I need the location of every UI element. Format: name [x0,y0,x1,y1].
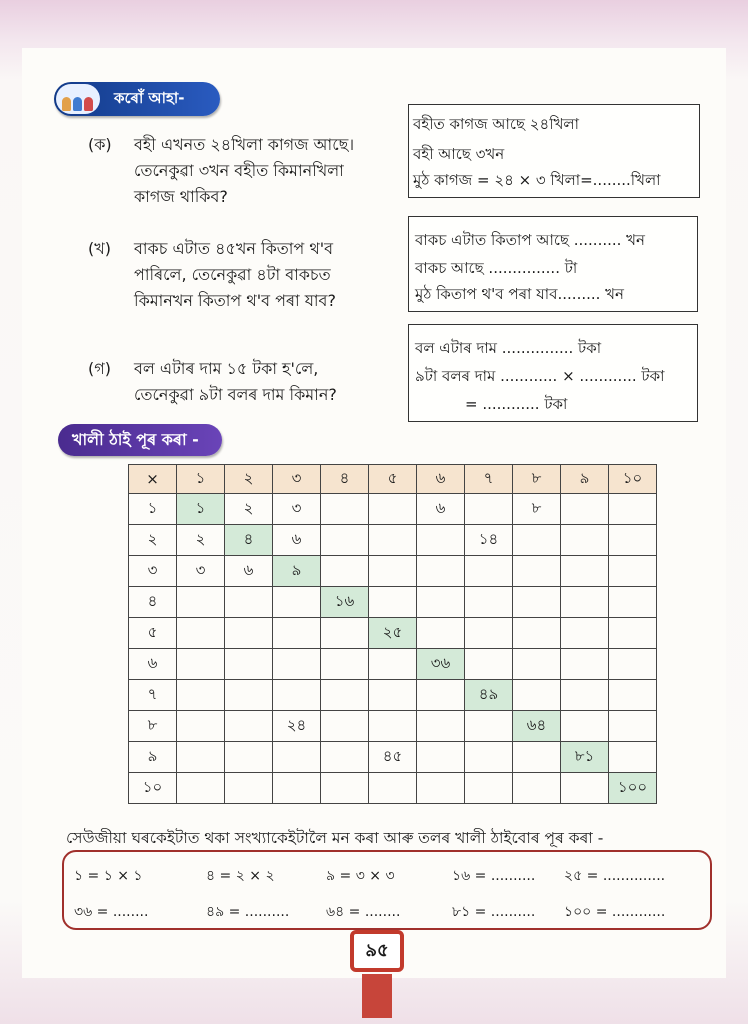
table-cell[interactable] [177,742,225,773]
table-cell: ৪৫ [369,742,417,773]
table-cell[interactable] [513,773,561,804]
table-cell: ৩ [273,494,321,525]
equation: ৪ = ২ × ২ [206,868,275,884]
table-cell: ৬ [417,494,465,525]
table-cell[interactable] [513,742,561,773]
table-cell[interactable] [561,649,609,680]
table-cell[interactable] [321,618,369,649]
square-equations-box [62,850,712,930]
table-cell[interactable] [465,618,513,649]
table-cell[interactable] [273,649,321,680]
table-row-header: ৭ [129,680,177,711]
table-header-cell: ৫ [369,465,417,494]
section-badge-do [54,82,220,116]
table-cell[interactable] [513,649,561,680]
table-cell[interactable] [465,556,513,587]
equation-blank[interactable]: ২৫ = .............. [564,868,666,884]
table-cell: ৩৬ [417,649,465,680]
table-cell[interactable] [273,587,321,618]
answer-box-kha: বাকচ এটাত কিতাপ আছে .......... খন বাকচ আছে ............... টা মুঠ কিতাপ থ'ব পৰা যাব......... খন [408,216,698,312]
table-cell[interactable] [369,773,417,804]
table-row-header: ৩ [129,556,177,587]
table-cell[interactable] [369,556,417,587]
table-cell[interactable] [417,773,465,804]
table-cell[interactable] [465,494,513,525]
table-cell[interactable] [225,742,273,773]
table-row-header: ৯ [129,742,177,773]
table-cell[interactable] [513,525,561,556]
table-row [129,742,657,773]
table-row [129,773,657,804]
section-title-fill: খালী ঠাই পূৰ কৰা - [72,429,199,449]
table-cell[interactable] [369,587,417,618]
table-row [129,525,657,556]
table-cell[interactable] [513,556,561,587]
table-header-row [129,465,657,494]
table-row-header: ১০ [129,773,177,804]
table-header-cell: ৮ [513,465,561,494]
table-cell[interactable] [369,680,417,711]
table-cell[interactable] [417,680,465,711]
table-cell[interactable] [177,773,225,804]
equation-blank[interactable]: ৬৪ = ........ [326,904,401,920]
table-cell[interactable] [561,711,609,742]
table-cell[interactable] [561,680,609,711]
table-cell[interactable] [321,773,369,804]
table-cell[interactable] [609,556,657,587]
table-cell[interactable] [177,618,225,649]
table-cell: ২৪ [273,711,321,742]
table-cell: ৬৪ [513,711,561,742]
equation-blank[interactable]: ১০০ = ............ [564,904,666,920]
table-cell: ৬ [225,556,273,587]
table-header-cell: ৭ [465,465,513,494]
table-cell[interactable] [417,742,465,773]
table-cell[interactable] [225,711,273,742]
table-header-cell: ১ [177,465,225,494]
table-cell: ১ [177,494,225,525]
table-row-header: ৫ [129,618,177,649]
table-cell[interactable] [225,618,273,649]
table-cell[interactable] [561,587,609,618]
table-cell[interactable] [561,618,609,649]
table-cell[interactable] [609,525,657,556]
table-cell[interactable] [417,711,465,742]
table-cell[interactable] [369,649,417,680]
table-cell: ৬ [273,525,321,556]
table-cell[interactable] [321,680,369,711]
table-cell: ২৫ [369,618,417,649]
table-cell[interactable] [417,587,465,618]
table-cell[interactable] [321,525,369,556]
table-cell[interactable] [417,556,465,587]
table-row [129,711,657,742]
table-row-header: ১ [129,494,177,525]
table-cell[interactable] [417,525,465,556]
table-cell[interactable] [273,680,321,711]
table-cell: ১০০ [609,773,657,804]
page-tab [362,974,392,1018]
table-cell[interactable] [465,587,513,618]
table-header-cell: ৪ [321,465,369,494]
table-cell[interactable] [417,618,465,649]
table-cell[interactable] [369,525,417,556]
table-cell: ৯ [273,556,321,587]
table-row-header: ৬ [129,649,177,680]
table-row-header: ২ [129,525,177,556]
children-icon [56,84,100,114]
table-row [129,649,657,680]
table-cell[interactable] [225,649,273,680]
table-cell[interactable] [561,525,609,556]
table-cell[interactable] [609,742,657,773]
table-cell[interactable] [609,494,657,525]
table-cell[interactable] [177,587,225,618]
equation: ৯ = ৩ × ৩ [326,868,395,884]
equation-blank[interactable]: ৪৯ = .......... [206,904,290,920]
equation-blank[interactable]: ১৬ = .......... [452,868,536,884]
table-row-header: ৪ [129,587,177,618]
table-cell[interactable] [321,711,369,742]
table-header-cell: × [129,465,177,494]
table-row [129,494,657,525]
table-cell[interactable] [609,649,657,680]
table-cell[interactable] [465,773,513,804]
table-cell[interactable] [321,742,369,773]
table-cell[interactable] [609,587,657,618]
table-cell: ৪৯ [465,680,513,711]
table-cell[interactable] [273,773,321,804]
table-header-cell: ১০ [609,465,657,494]
table-header-cell: ৩ [273,465,321,494]
section-title-do: কৰোঁ আহা- [114,88,185,107]
table-cell[interactable] [561,494,609,525]
table-cell[interactable] [225,587,273,618]
table-row [129,618,657,649]
answer-box-ga: বল এটাৰ দাম ............... টকা ৯টা বলৰ দাম ............ × ............ টকা = ............ টকা [408,324,698,422]
table-cell[interactable] [513,680,561,711]
table-cell[interactable] [177,711,225,742]
table-cell: ১৪ [465,525,513,556]
table-cell[interactable] [177,649,225,680]
table-cell: ৪ [225,525,273,556]
table-cell[interactable] [273,742,321,773]
page-number: ৯৫ [350,930,404,972]
table-cell: ৩ [177,556,225,587]
table-cell[interactable] [609,680,657,711]
table-cell[interactable] [609,618,657,649]
instruction-text: সেউজীয়া ঘৰকেইটাত থকা সংখ্যাকেইটালৈ মন কৰা আৰু তলৰ খালী ঠাইবোৰ পূৰ কৰা - [66,829,604,847]
table-cell[interactable] [369,494,417,525]
table-cell[interactable] [465,742,513,773]
table-cell[interactable] [513,618,561,649]
equation: ১ = ১ × ১ [74,868,143,884]
table-header-cell: ৬ [417,465,465,494]
table-cell[interactable] [321,649,369,680]
section-badge-fill [58,424,222,456]
equation-blank[interactable]: ৮১ = .......... [452,904,536,920]
table-cell: ২ [225,494,273,525]
table-cell[interactable] [225,773,273,804]
table-row [129,556,657,587]
table-cell: ৮১ [561,742,609,773]
table-header-cell: ৯ [561,465,609,494]
table-cell: ৮ [513,494,561,525]
equation-blank[interactable]: ৩৬ = ........ [74,904,149,920]
table-cell[interactable] [321,494,369,525]
table-cell[interactable] [225,680,273,711]
table-cell[interactable] [465,649,513,680]
table-cell: ২ [177,525,225,556]
table-row-header: ৮ [129,711,177,742]
table-cell[interactable] [561,773,609,804]
table-header-cell: ২ [225,465,273,494]
table-cell[interactable] [273,618,321,649]
table-cell[interactable] [369,711,417,742]
table-row [129,680,657,711]
multiplication-table [128,464,657,804]
table-cell: ১৬ [321,587,369,618]
table-cell[interactable] [561,556,609,587]
table-row [129,587,657,618]
table-cell[interactable] [513,587,561,618]
table-cell[interactable] [321,556,369,587]
table-cell[interactable] [465,711,513,742]
table-cell[interactable] [177,680,225,711]
answer-box-ka: বহীত কাগজ আছে ২৪খিলা বহী আছে ৩খন মুঠ কাগজ = ২৪ × ৩ খিলা=........খিলা [408,104,700,198]
table-cell[interactable] [609,711,657,742]
